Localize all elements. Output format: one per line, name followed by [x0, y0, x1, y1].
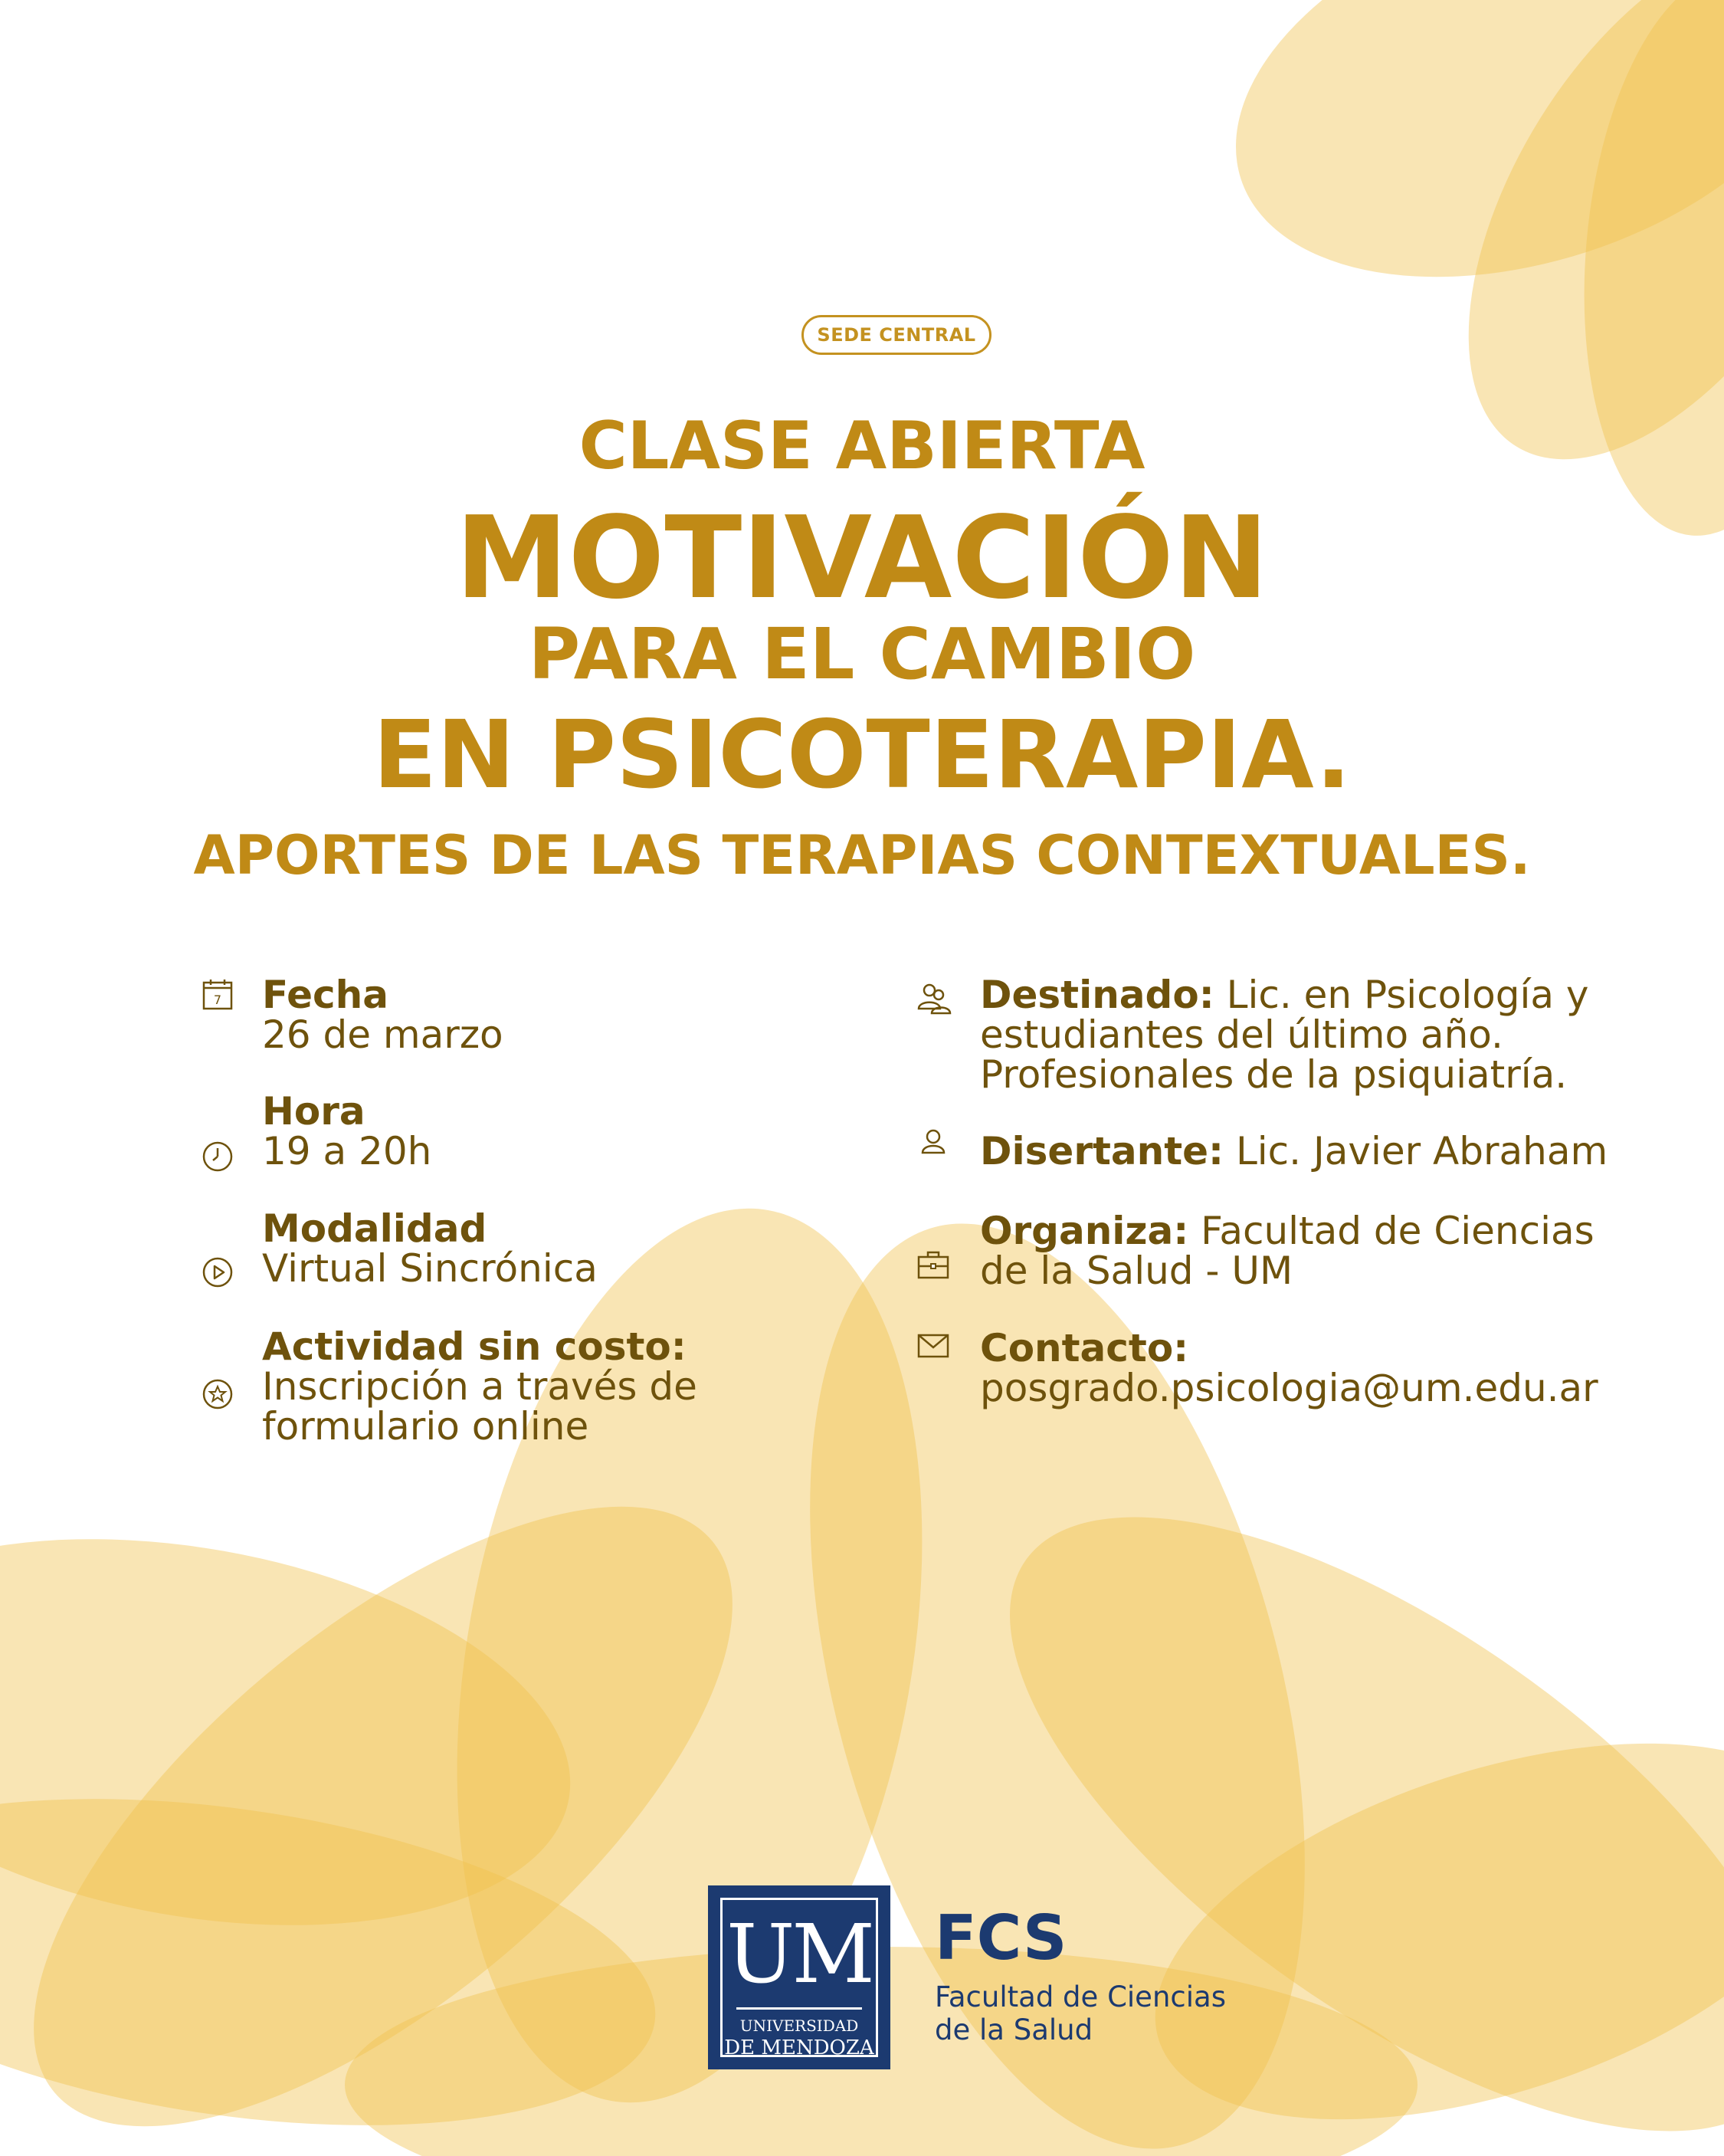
actividad-value-1: Inscripción a través de	[262, 1364, 697, 1409]
fcs-name-line-1: Facultad de Ciencias	[935, 1980, 1226, 2013]
contacto-block	[980, 1328, 1598, 1408]
um-logo-initials: UM	[726, 1907, 872, 2001]
title-line-3: PARA EL CAMBIO	[528, 613, 1196, 695]
contacto-label: Contacto:	[980, 1326, 1189, 1370]
destinado-value-3: Profesionales de la psiquiatría.	[980, 1052, 1568, 1097]
destinado-value-1: Lic. en Psicología y	[1226, 973, 1589, 1017]
actividad-value-2: formulario online	[262, 1404, 589, 1449]
actividad-label: Actividad sin costo:	[262, 1324, 687, 1369]
hora-label: Hora	[262, 1089, 365, 1134]
hora-block	[262, 1091, 431, 1171]
fecha-label: Fecha	[262, 973, 389, 1017]
svg-text:7: 7	[213, 993, 222, 1007]
briefcase-icon	[916, 1248, 950, 1281]
um-logo-rule	[736, 2007, 862, 2010]
organiza-value-2: de la Salud - UM	[980, 1249, 1293, 1293]
actividad-block	[262, 1324, 697, 1449]
star-icon	[201, 1377, 234, 1411]
destinado-value-2: estudiantes del último año.	[980, 1012, 1503, 1057]
subtitle: APORTES DE LAS TERAPIAS CONTEXTUALES.	[193, 824, 1531, 887]
mail-icon	[916, 1329, 950, 1363]
modalidad-value: Virtual Sincrónica	[262, 1246, 598, 1291]
um-logo-line-1: UNIVERSIDAD	[739, 2017, 859, 2035]
location-badge: SEDE CENTRAL	[801, 315, 991, 355]
user-icon	[916, 1127, 950, 1160]
fcs-acronym: FCS	[935, 1902, 1067, 1974]
title-line-1: CLASE ABIERTA	[578, 408, 1146, 484]
um-logo	[708, 1885, 890, 2069]
fecha-value: 26 de marzo	[262, 1012, 503, 1057]
disertante-label: Disertante:	[980, 1129, 1224, 1173]
fecha-block	[262, 975, 503, 1055]
um-logo-line-2: DE MENDOZA	[724, 2036, 874, 2059]
modalidad-block	[262, 1206, 598, 1291]
clock-icon	[201, 1140, 234, 1173]
organiza-label: Organiza:	[980, 1209, 1189, 1253]
organiza-block	[980, 1211, 1595, 1291]
title-line-4: EN PSICOTERAPIA.	[372, 701, 1352, 809]
destinado-block	[980, 973, 1589, 1097]
play-icon	[201, 1255, 234, 1289]
title-line-2: MOTIVACIÓN	[455, 492, 1269, 624]
hora-value: 19 a 20h	[262, 1129, 432, 1173]
destinado-label: Destinado:	[980, 973, 1214, 1017]
um-logo-frame	[720, 1898, 878, 2057]
organiza-value-1: Facultad de Ciencias	[1201, 1209, 1595, 1253]
disertante-block	[980, 1131, 1608, 1171]
modalidad-label: Modalidad	[262, 1206, 487, 1251]
calendar-icon	[201, 978, 234, 1012]
disertante-value: Lic. Javier Abraham	[1235, 1129, 1608, 1173]
users-icon	[915, 980, 953, 1018]
fcs-name-line-2: de la Salud	[935, 2013, 1093, 2046]
contacto-value[interactable]: posgrado.psicologia@um.edu.ar	[980, 1366, 1598, 1410]
